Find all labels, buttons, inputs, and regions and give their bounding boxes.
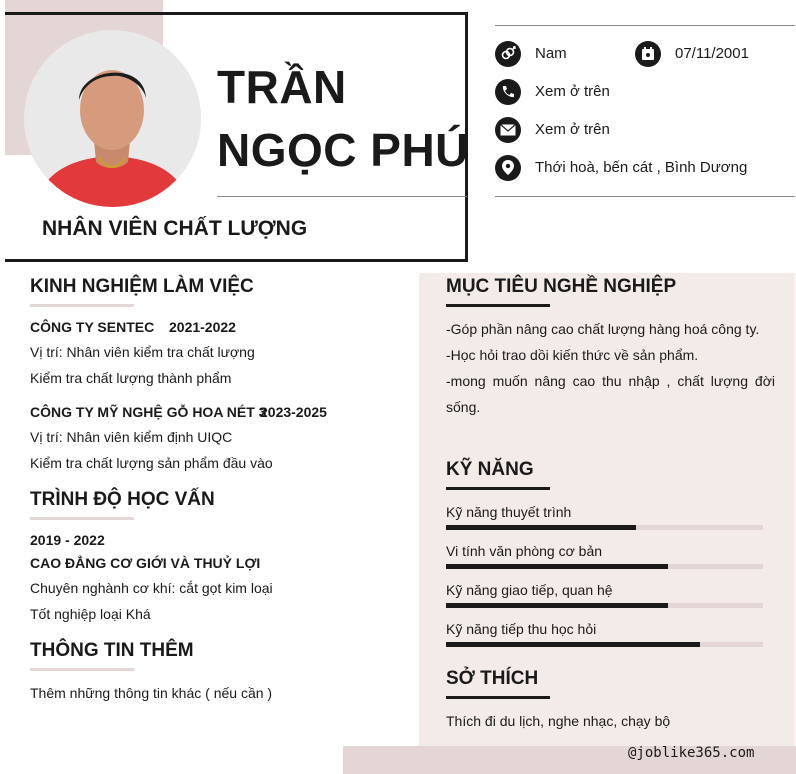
job-2-description: Kiểm tra chất lượng sản phẩm đầu vào [30,455,273,471]
skill-2-fill [446,564,668,569]
gender-value: Nam [535,45,567,62]
location-pin-icon [495,155,521,181]
hobbies-text: Thích đi du lịch, nghe nhạc, chạy bộ [446,713,671,729]
avatar-portrait-icon [24,30,201,207]
gender-icon [495,41,521,67]
job-1-description: Kiểm tra chất lượng thành phẩm [30,370,232,386]
objective-title: MỤC TIÊU NGHỀ NGHIỆP [446,276,677,297]
education-school: CAO ĐẲNG CƠ GIỚI VÀ THUỶ LỢI [30,555,261,571]
skill-1-bar [446,525,763,530]
skill-2-label: Vi tính văn phòng cơ bản [446,543,603,559]
skill-1-fill [446,525,636,530]
experience-title: KINH NGHIỆM LÀM VIỆC [30,276,254,297]
skill-3-fill [446,603,668,608]
skills-underline [446,487,550,490]
skills-title: KỸ NĂNG [446,459,534,480]
additional-title: THÔNG TIN THÊM [30,640,194,661]
hobbies-underline [446,696,550,699]
job-2-period: 2023-2025 [260,404,327,420]
job-1-company: CÔNG TY SENTEC [30,319,155,335]
education-major: Chuyên nghành cơ khí: cắt gọt kim loại [30,580,273,596]
skill-4-label: Kỹ năng tiếp thu học hỏi [446,621,597,637]
calendar-icon [635,41,661,67]
job-title: NHÂN VIÊN CHẤT LƯỢNG [42,217,308,240]
skill-4-fill [446,642,700,647]
envelope-icon [495,117,521,143]
skill-4-bar [446,642,763,647]
footer-watermark: @joblike365.com [628,745,755,761]
name-line-2: NGỌC PHÚ [217,124,469,176]
name-line-1: TRẦN [217,61,347,113]
additional-text: Thêm những thông tin khác ( nếu cần ) [30,685,273,701]
skill-3-bar [446,603,763,608]
hobbies-title: SỞ THÍCH [446,668,539,689]
email-value: Xem ở trên [535,121,610,138]
avatar [24,30,201,207]
objective-line-2: -Học hỏi trao dồi kiến thức về sản phẩm. [446,347,699,363]
skill-1-label: Kỹ năng thuyết trình [446,504,572,520]
birthdate-value: 07/11/2001 [675,45,749,62]
education-period: 2019 - 2022 [30,532,105,548]
name-divider [217,196,467,197]
contact-divider-top [495,25,795,26]
objective-line-3: -mong muốn nâng cao thu nhập , chất lượng đời sống. [446,373,775,415]
education-title: TRÌNH ĐỘ HỌC VẤN [30,489,215,510]
job-1-period: 2021-2022 [169,319,236,335]
address-value: Thới hoà, bến cát , Bình Dương [535,159,748,176]
phone-icon [495,79,521,105]
objective-underline [446,304,550,307]
additional-underline [30,668,134,671]
skill-3-label: Kỹ năng giao tiếp, quan hệ [446,582,613,598]
job-2-position: Vị trí: Nhân viên kiểm định UIQC [30,429,233,445]
objective-text [446,316,775,420]
experience-underline [30,304,134,307]
job-2-company: CÔNG TY MỸ NGHỆ GỖ HOA NÉT 3 [30,404,267,420]
education-underline [30,517,134,520]
objective-line-1: -Góp phần nâng cao chất lượng hàng hoá công ty. [446,321,760,337]
phone-value: Xem ở trên [535,83,610,100]
education-result: Tốt nghiệp loại Khá [30,606,151,622]
candidate-name [217,56,469,182]
skill-2-bar [446,564,763,569]
contact-divider-bottom [495,196,795,197]
job-1-position: Vị trí: Nhân viên kiểm tra chất lượng [30,344,255,360]
